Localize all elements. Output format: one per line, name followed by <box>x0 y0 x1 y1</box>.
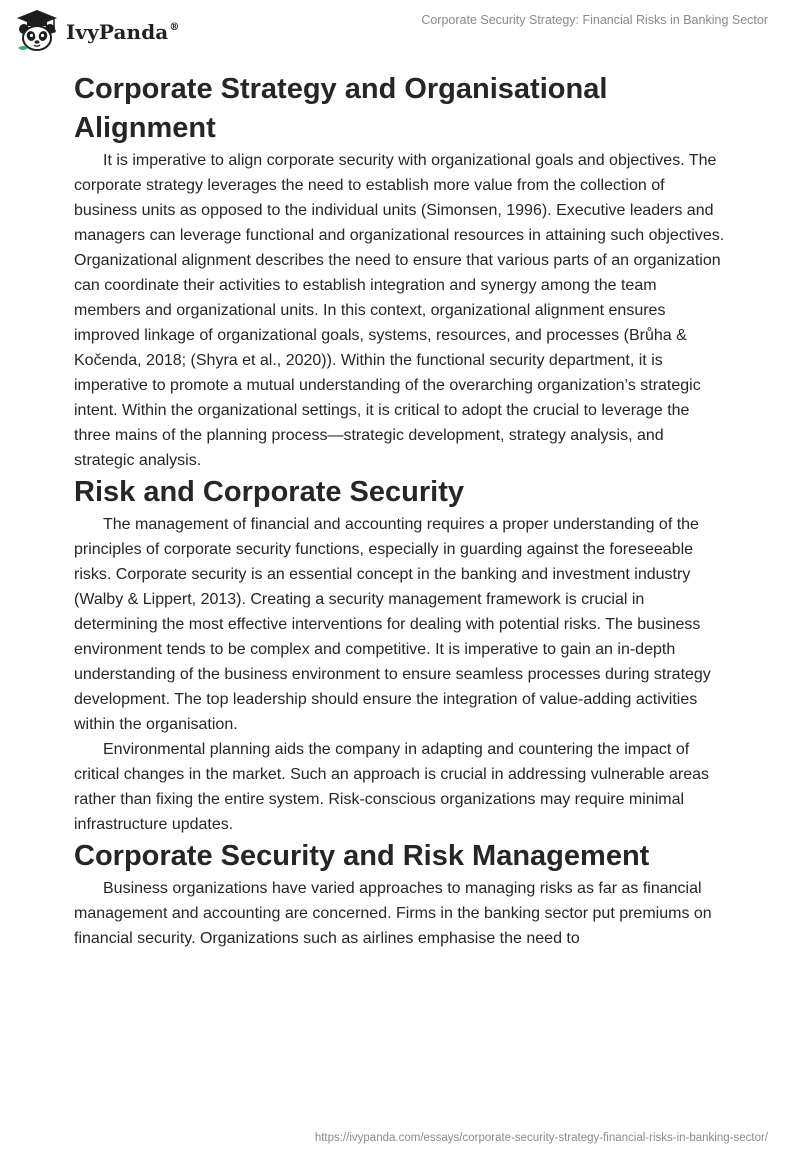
paragraph: Environmental planning aids the company in adapting and countering the impact of critical changes in the market. Such an approach is crucial in addressing vulnerable areas rather than fixing the entire system. Risk-conscious organizations may require minimal infrastructure updates. <box>74 741 710 833</box>
paragraph: It is imperative to align corporate security with organizational goals and objectives. The corporate strategy leverages the need to establish more value from the collection of business units as opposed to the individual units (Simonsen, 1996). Executive leaders and managers can leverage functional and organizational resources in attaining such objectives. Organizational alignment describes the need to ensure that various parts of an organization can coordinate their activities to establish integration and synergy among the team members and organizational units. In this context, organizational alignment ensures improved linkage of organizational goals, systems, resources, and processes (Brůha & Kočenda, 2018; (Shyra et al., 2020)). Within the functional security department, it is imperative to promote a mutual understanding of the overarching organization’s strategic intent. Within the organizational settings, it is critical to adopt the crucial to leverage the three mains of the planning process—strategic development, strategy analysis, and strategic analysis. <box>74 152 725 469</box>
section-heading: Risk and Corporate Security <box>74 476 464 508</box>
article-content <box>74 70 726 951</box>
ivypanda-logo[interactable] <box>14 8 179 54</box>
paragraph: The management of financial and accounting requires a proper understanding of the principles of corporate security functions, especially in guarding against the foreseeable risks. Corporate security is an essential concept in the banking and investment industry (Walby & Lippert, 2013). Creating a security management framework is crucial in determining the most effective interventions for dealing with potential risks. The business environment tends to be complex and competitive. It is imperative to gain an in-depth understanding of the business environment to ensure seamless processes during strategy development. The top leadership should ensure the integration of value-adding activities within the organisation. <box>74 516 711 733</box>
panda-graduate-icon <box>14 8 60 54</box>
paragraph: Business organizations have varied approaches to managing risks as far as financial management and accounting are concerned. Firms in the banking sector put premiums on financial security. Organizations such as airlines emphasise the need to <box>74 880 712 947</box>
source-url[interactable]: https://ivypanda.com/essays/corporate-security-strategy-financial-risks-in-banking-sector/ <box>314 1132 768 1144</box>
document-title: Corporate Security Strategy: Financial Risks in Banking Sector <box>421 13 768 27</box>
logo-text: IvyPanda® <box>66 20 180 44</box>
page-header <box>0 0 800 62</box>
section-heading: Corporate Security and Risk Management <box>74 840 650 872</box>
section-heading: Corporate Strategy and Organisational Alignment <box>74 73 608 144</box>
